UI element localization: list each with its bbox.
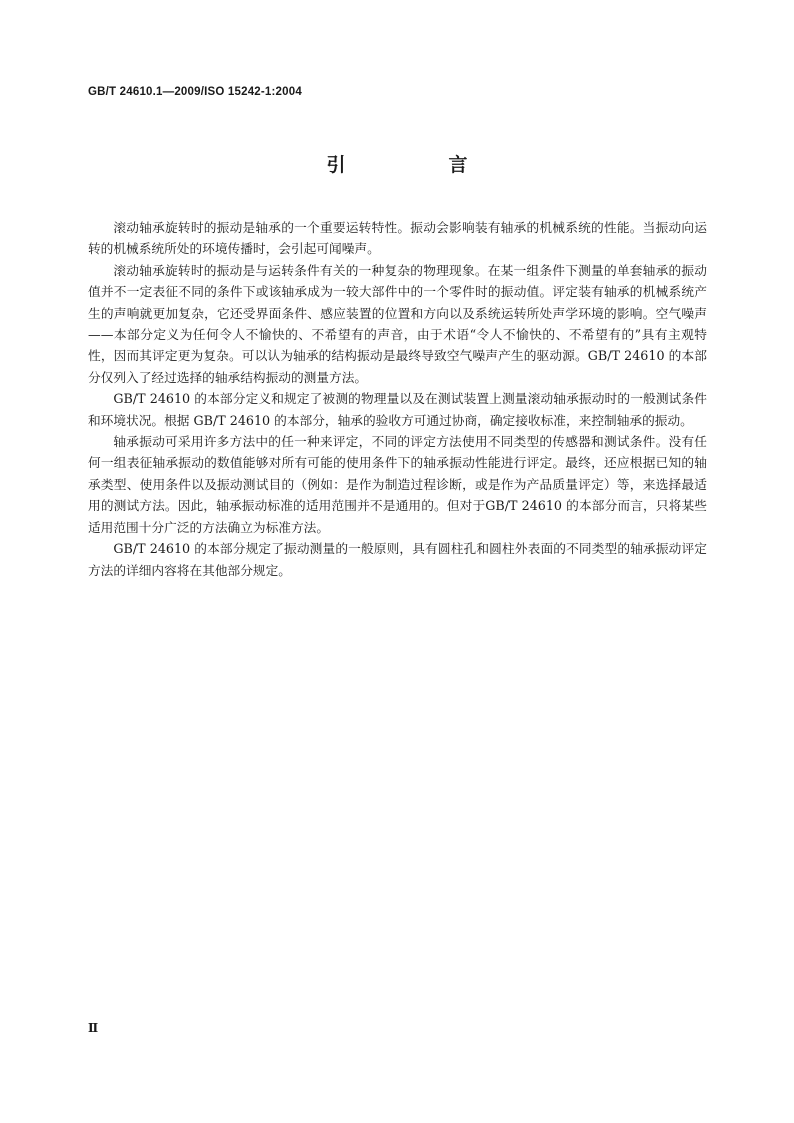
- page-title: 引 言: [326, 154, 510, 176]
- standard-code-header: GB/T 24610.1—2009/ISO 15242-1:2004: [88, 86, 302, 98]
- paragraph-3: GB/T 24610 的本部分定义和规定了被测的物理量以及在测试装置上测量滚动轴承振动时的一般测试条件和环境状况。根据 GB/T 24610 的本部分，轴承的验收方可通过协商，确定接收标准，来控制轴承的振动。: [88, 391, 707, 428]
- paragraph-1: 滚动轴承旋转时的振动是轴承的一个重要运转特性。振动会影响装有轴承的机械系统的性能。当振动向运转的机械系统所处的环境传播时，会引起可闻噪声。: [88, 220, 707, 257]
- paragraph-5: GB/T 24610 的本部分规定了振动测量的一般原则，具有圆柱孔和圆柱外表面的不同类型的轴承振动评定方法的详细内容将在其他部分规定。: [88, 541, 707, 578]
- paragraph-2: 滚动轴承旋转时的振动是与运转条件有关的一种复杂的物理现象。在某一组条件下测量的单套轴承的振动值并不一定表征不同的条件下或该轴承成为一较大部件中的一个零件时的振动值。评定装有轴承的机械系统产生的声响就更加复杂，它还受界面条件、感应装置的位置和方向以及系统运转所处声学环境的影响。空气噪声——本部分定义为任何令人不愉快的、不希望有的声音，由于术语“令人不愉快的、不希望有的”具有主观特性，因而其评定更为复杂。可以认为轴承的结构振动是最终导致空气噪声产生的驱动源。GB/T 24610 的本部分仅列入了经过选择的轴承结构振动的测量方法。: [88, 262, 707, 385]
- introduction-body: [88, 217, 707, 581]
- page-number: Ⅱ: [88, 1021, 99, 1035]
- paragraph-4: 轴承振动可采用许多方法中的任一种来评定，不同的评定方法使用不同类型的传感器和测试条件。没有任何一组表征轴承振动的数值能够对所有可能的使用条件下的轴承振动性能进行评定。最终，还应根据已知的轴承类型、使用条件以及振动测试目的（例如：是作为制造过程诊断，或是作为产品质量评定）等，来选择最适用的测试方法。因此，轴承振动标准的适用范围并不是通用的。但对于GB/T 24610 的本部分而言，只将某些适用范围十分广泛的方法确立为标准方法。: [88, 434, 707, 535]
